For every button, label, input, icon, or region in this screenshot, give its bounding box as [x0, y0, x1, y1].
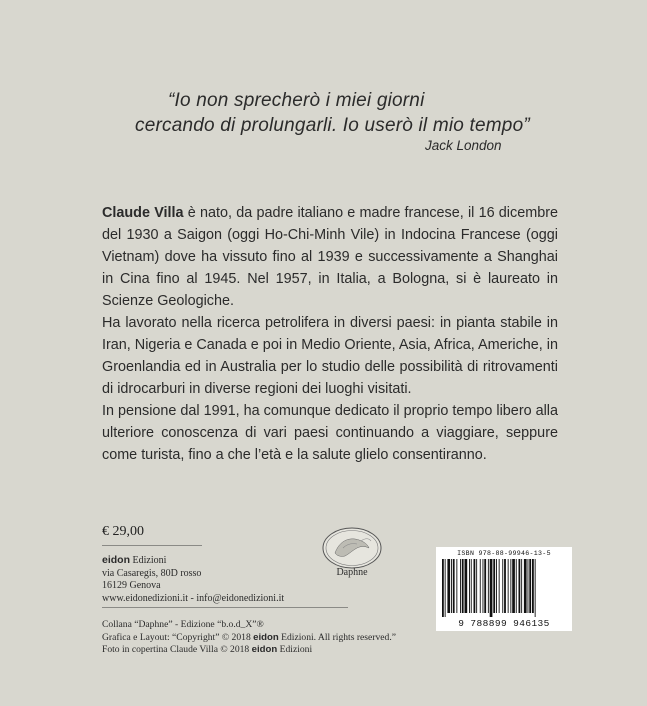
bio-paragraph-1	[102, 202, 558, 312]
layout-copyright	[102, 632, 396, 645]
credits	[102, 619, 396, 657]
barcode-bar	[476, 559, 477, 613]
barcode-bar	[456, 559, 457, 613]
barcode-bar	[442, 559, 444, 617]
barcode-bar	[483, 559, 484, 613]
price: € 29,00	[102, 524, 144, 539]
price-divider	[102, 545, 202, 546]
daphne-label: Daphne	[336, 567, 368, 578]
bio-paragraph-3: In pensione dal 1991, ha comunque dedicato il proprio tempo libero alla ulteriore conoscenza di vari paesi continuando a viaggiare, seppure come turista, fino a che l’età e la salute glielo consentiranno.	[102, 403, 559, 463]
barcode-bar	[529, 559, 531, 613]
barcode-bar	[480, 559, 481, 613]
barcode-bar	[469, 559, 470, 613]
publisher-name	[102, 554, 284, 568]
barcode-bar	[535, 559, 536, 617]
publisher-address: via Casaregis, 80D rosso	[102, 567, 202, 579]
photo-copyright-brand: eidon	[251, 644, 278, 655]
epigraph-quote	[135, 88, 530, 138]
layout-copyright-brand: eidon	[253, 631, 279, 643]
publisher-brand-suffix: Edizioni	[130, 555, 167, 566]
series-edition: Collana “Daphne” - Edizione “b.o.d_X”®	[102, 619, 264, 630]
barcode-bar	[474, 559, 476, 613]
barcode-bar	[471, 559, 472, 613]
credits-divider	[102, 607, 348, 608]
photo-copyright-suffix: Edizioni	[277, 644, 313, 655]
barcode-bar	[451, 559, 452, 613]
barcode-bar	[508, 559, 509, 613]
publisher-brand: eidon	[102, 554, 130, 566]
photo-copyright	[102, 644, 396, 657]
barcode-bar	[528, 559, 529, 613]
barcode-bar	[532, 559, 534, 613]
barcode-bar	[488, 559, 489, 613]
bio-paragraph-1-text: è nato, da padre italiano e madre francese, il 16 dicembre del 1930 a Saigon (oggi Ho-Chi-Minh Vile) in Indocina Francese (oggi Vietnam) dove ha vissuto fino al 1939 e successivamente a Shanghai in Cina fino al 1945. Nel 1957, in Italia, a Bologna, si è laureato in Scienze Geologiche.	[102, 205, 558, 309]
isbn-text: ISBN 978-88-99946-13-5	[457, 550, 551, 557]
barcode-bar	[502, 559, 503, 613]
barcode-bar	[462, 559, 464, 613]
barcode-bar	[493, 559, 495, 613]
quote-author: Jack London	[425, 138, 502, 153]
isbn-barcode	[436, 547, 572, 631]
barcode-bar	[510, 559, 511, 613]
barcode-bar	[521, 559, 522, 613]
barcode-bar	[453, 559, 455, 613]
barcode-bar	[447, 559, 450, 613]
barcode-bar	[465, 559, 468, 613]
photo-copyright-text: Foto in copertina Claude Villa © 2018	[102, 644, 252, 655]
barcode-bar	[519, 559, 521, 613]
barcode-digits: 9 788899 946135	[458, 618, 550, 629]
barcode-bar	[499, 559, 500, 613]
layout-copyright-text: Grafica e Layout: “Copyright” © 2018	[102, 631, 254, 643]
quote-line-2: cercando di prolungarli. Io userò il mio tempo”	[135, 115, 530, 136]
author-name: Claude Villa	[102, 205, 184, 221]
barcode-bar	[516, 559, 517, 613]
publisher-info	[102, 554, 284, 605]
quote-line-1: “Io non sprecherò i miei giorni	[168, 90, 425, 111]
barcode-bar	[512, 559, 515, 613]
publisher-contacts: www.eidonedizioni.it - info@eidonedizioni.it	[102, 592, 285, 604]
barcode-bar	[484, 559, 486, 613]
barcode-icon	[440, 559, 568, 617]
publisher-city: 16129 Genova	[102, 580, 161, 591]
barcode-bar	[490, 559, 493, 617]
barcode-bar	[445, 559, 446, 617]
barcode-bar	[460, 559, 461, 613]
author-biography	[102, 202, 558, 466]
barcode-bar	[504, 559, 506, 613]
barcode-bar	[524, 559, 527, 613]
layout-copyright-suffix: Edizioni. All rights reserved.”	[278, 631, 396, 643]
barcode-bar	[496, 559, 497, 613]
bio-paragraph-2: Ha lavorato nella ricerca petrolifera in diversi paesi: in pianta stabile in Iran, Nigeria e Canada e poi in Medio Oriente, Asia, Africa, Americhe, in Groenlandia ed in Australia per lo studio delle possibilità di ritrovamenti di idrocarburi in diverse regioni dei luoghi visitati.	[102, 315, 558, 397]
